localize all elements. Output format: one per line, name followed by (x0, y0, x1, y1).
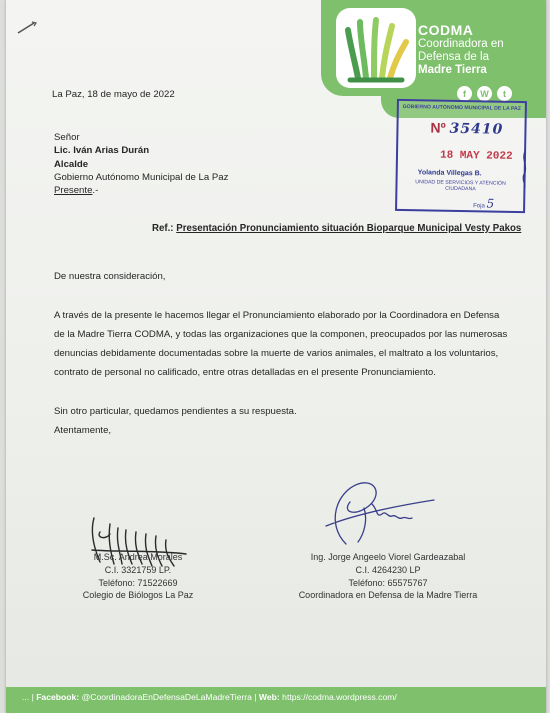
stamp-foja (473, 196, 494, 210)
brand-title: CODMA (418, 22, 474, 38)
body-line: denuncias debidamente documentadas sobre la muerte de varios animales, el maltrato a los voluntarios, (54, 348, 499, 359)
closing-line: Sin otro particular, quedamos pendientes a su respuesta. (54, 406, 297, 417)
recipient-block (54, 131, 228, 197)
signatory-ci: C.I. 3321759 LP. (104, 564, 172, 575)
presente-line: Presente.- (54, 185, 99, 197)
presente-text: Presente (54, 185, 93, 197)
footer-facebook-label: Facebook: (36, 692, 80, 702)
signatory-phone: Teléfono: 65575767 (348, 577, 428, 588)
recipient-role: Alcalde (54, 158, 89, 170)
stamp-number (430, 119, 503, 137)
salutation: Señor (54, 132, 80, 143)
stamp-date: 18 MAY 2022 (439, 149, 513, 163)
brand-line: Defensa de la (418, 51, 489, 63)
letter-date: La Paz, 18 de mayo de 2022 (52, 89, 175, 100)
social-icons (457, 86, 512, 101)
farewell: Atentamente, (54, 425, 112, 436)
wordpress-icon[interactable]: W (477, 86, 492, 101)
brand-line: Madre Tierra (418, 64, 487, 76)
stamp-number-value: 35410 (449, 120, 504, 138)
footer-text: ... | Facebook: @CoordinadoraEnDefensaDeLaMadreTierra | Web: https://codma.wordpress.com/ (22, 692, 397, 702)
footer-facebook[interactable]: @CoordinadoraEnDefensaDeLaMadreTierra (81, 692, 252, 702)
signatory-left (58, 551, 218, 602)
signatory-ci: C.I. 4264230 LP (355, 564, 421, 575)
ref-text: Presentación Pronunciamiento situación Bioparque Municipal Vesty Pakos (176, 223, 522, 234)
stamp-institution: GOBIERNO AUTÓNOMO MUNICIPAL DE LA PAZ (402, 103, 522, 113)
body-paragraph (54, 306, 506, 382)
stamp-foja-label: Foja (473, 203, 485, 210)
ref-label: Ref.: (152, 223, 174, 234)
signature-right (306, 474, 446, 554)
greeting: De nuestra consideración, (54, 271, 166, 282)
signatory-right (288, 551, 488, 602)
pen-mark-icon (16, 20, 38, 36)
brand-line: Coordinadora en (418, 38, 504, 50)
letter-page (6, 0, 546, 713)
facebook-icon[interactable]: f (457, 86, 472, 101)
signatory-name: Ing. Jorge Angeelo Viorel Gardeazabal (310, 552, 466, 562)
reception-stamp (395, 99, 527, 213)
body-line: de la Madre Tierra CODMA, y todas las organizaciones que la componen, preocupados por las numerosas (54, 329, 508, 340)
stamp-unit: UNIDAD DE SERVICIOS Y ATENCIÓN CIUDADANA (415, 179, 506, 193)
signatory-phone: Teléfono: 71522669 (98, 577, 178, 588)
stamp-receiver: Yolanda Villegas B. (417, 169, 482, 178)
brand-block (418, 22, 540, 77)
signatory-org: Colegio de Biólogos La Paz (82, 590, 194, 601)
closing-block (54, 402, 297, 440)
signatory-org: Coordinadora en Defensa de la Madre Tierra (298, 590, 478, 601)
recipient-name: Lic. Iván Arias Durán (54, 145, 150, 157)
reference-line (152, 222, 521, 235)
footer-left-fragment: ... (22, 692, 30, 702)
hands-logo-icon (336, 8, 416, 88)
body-line: contrato de personal no calificado, entre otras detalladas en el presente Pronunciamiento. (54, 367, 436, 378)
footer-band (6, 687, 546, 713)
stamp-foja-value: 5 (486, 196, 495, 211)
stamp-number-prefix: Nº (430, 119, 446, 136)
body-line: A través de la presente le hacemos llegar el Pronunciamiento elaborado por la Coordinadora en Defensa (54, 310, 500, 321)
recipient-org: Gobierno Autónomo Municipal de La Paz (54, 171, 229, 183)
footer-web-label: Web: (258, 692, 280, 702)
footer-web[interactable]: https://codma.wordpress.com/ (282, 692, 397, 702)
codma-logo (336, 8, 416, 88)
signatory-name: M.Sc. Andrea Morales (93, 552, 183, 562)
handwritten-mark-icon (519, 149, 530, 189)
twitter-icon[interactable]: t (497, 86, 512, 101)
